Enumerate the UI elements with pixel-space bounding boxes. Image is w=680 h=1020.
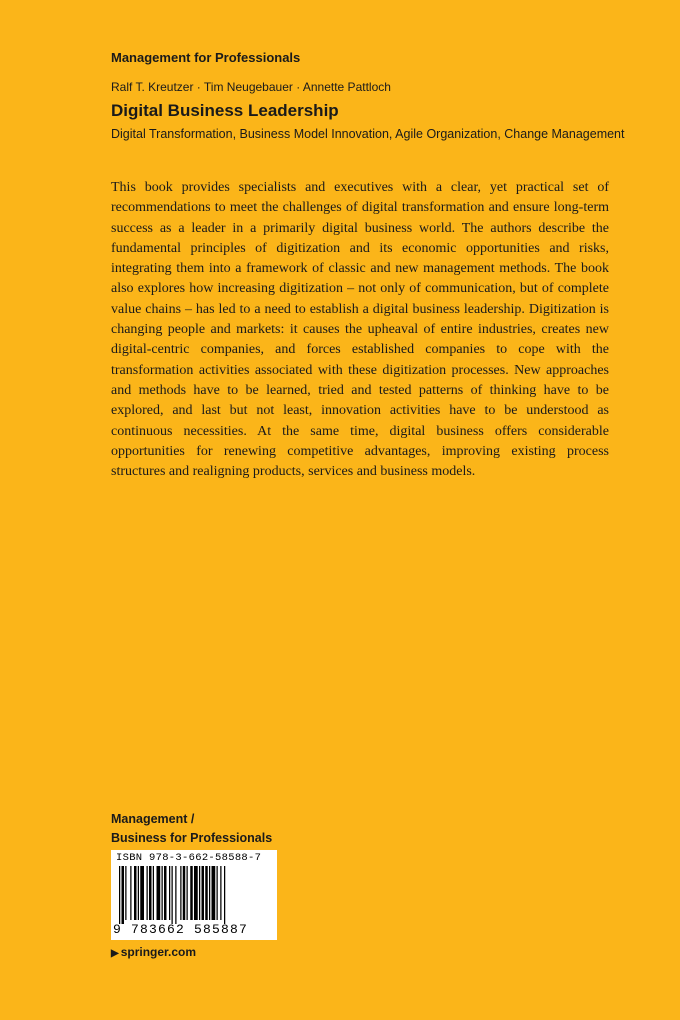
- barcode-bar: [220, 866, 221, 920]
- barcode-bar: [157, 866, 161, 920]
- category-line-1: Management /: [111, 812, 195, 826]
- isbn-barcode: [111, 850, 277, 940]
- category-label: [111, 810, 272, 848]
- barcode-bar: [199, 866, 200, 920]
- barcode-bar: [164, 866, 167, 920]
- barcode-bar: [147, 866, 148, 920]
- blurb-text: This book provides specialists and executives with a clear, yet practical set of recommendations to meet the challenges of digital transformation and ensure long-term success as a leader in a primarily digital business world. The authors describe the fundamental principles of digitization and its economic opportunities and risks, integrating them into a framework of classic and new management methods. The book also explores how increasing digitization – not only of communication, but of complete value chains – has led to a need to establish a digital business leadership. Digitization is changing people and markets: it causes the upheaval of entire industries, creates new digital-centric companies, and forces established companies to cope with the transformation activities associated with these digitization processes. New approaches and methods have to be learned, tried and tested patterns of thinking have to be explored, and last but not least, innovation activities have to be understood as continuous necessities. At the same time, digital business offers considerable opportunities for renewing competitive advantages, improving existing process structures and realigning products, services and business models.: [111, 180, 609, 480]
- barcode-bar: [149, 866, 152, 920]
- barcode-bar: [224, 866, 225, 924]
- barcode-bars: [119, 866, 269, 924]
- category-line-2: Business for Professionals: [111, 831, 273, 845]
- book-title: Digital Business Leadership: [111, 101, 339, 120]
- barcode-bar: [202, 866, 205, 920]
- barcode-bar: [172, 866, 173, 924]
- arrow-right-icon: ▶: [111, 948, 119, 959]
- barcode-bar: [125, 866, 126, 920]
- publisher-link[interactable]: [111, 945, 196, 959]
- barcode-bar: [153, 866, 154, 920]
- barcode-bar: [119, 866, 120, 924]
- barcode-bar: [122, 866, 125, 924]
- barcode-bar: [138, 866, 139, 920]
- book-subtitle: Digital Transformation, Business Model Innovation, Agile Organization, Change Management: [111, 127, 625, 141]
- barcode-bar: [162, 866, 163, 920]
- barcode-bar: [130, 866, 131, 920]
- barcode-bar: [134, 866, 137, 920]
- barcode-bar: [190, 866, 193, 920]
- barcode-bar: [217, 866, 218, 920]
- barcode-bar: [205, 866, 208, 920]
- series-name: Management for Professionals: [111, 50, 301, 65]
- isbn-number: ISBN 978-3-662-58588-7: [116, 852, 262, 864]
- barcode-bar: [140, 866, 144, 920]
- barcode-bar: [180, 866, 181, 920]
- publisher-link-label[interactable]: springer.com: [120, 945, 197, 959]
- barcode-bar: [183, 866, 186, 920]
- barcode-bar: [194, 866, 198, 920]
- barcode-bar: [212, 866, 216, 920]
- barcode-bar: [175, 866, 176, 924]
- ean-digits: 9 783662 585887: [113, 922, 249, 937]
- barcode-bar: [187, 866, 188, 920]
- barcode-bar: [209, 866, 210, 920]
- authors: Ralf T. Kreutzer · Tim Neugebauer · Annette Pattloch: [111, 80, 391, 94]
- barcode-bar: [169, 866, 170, 920]
